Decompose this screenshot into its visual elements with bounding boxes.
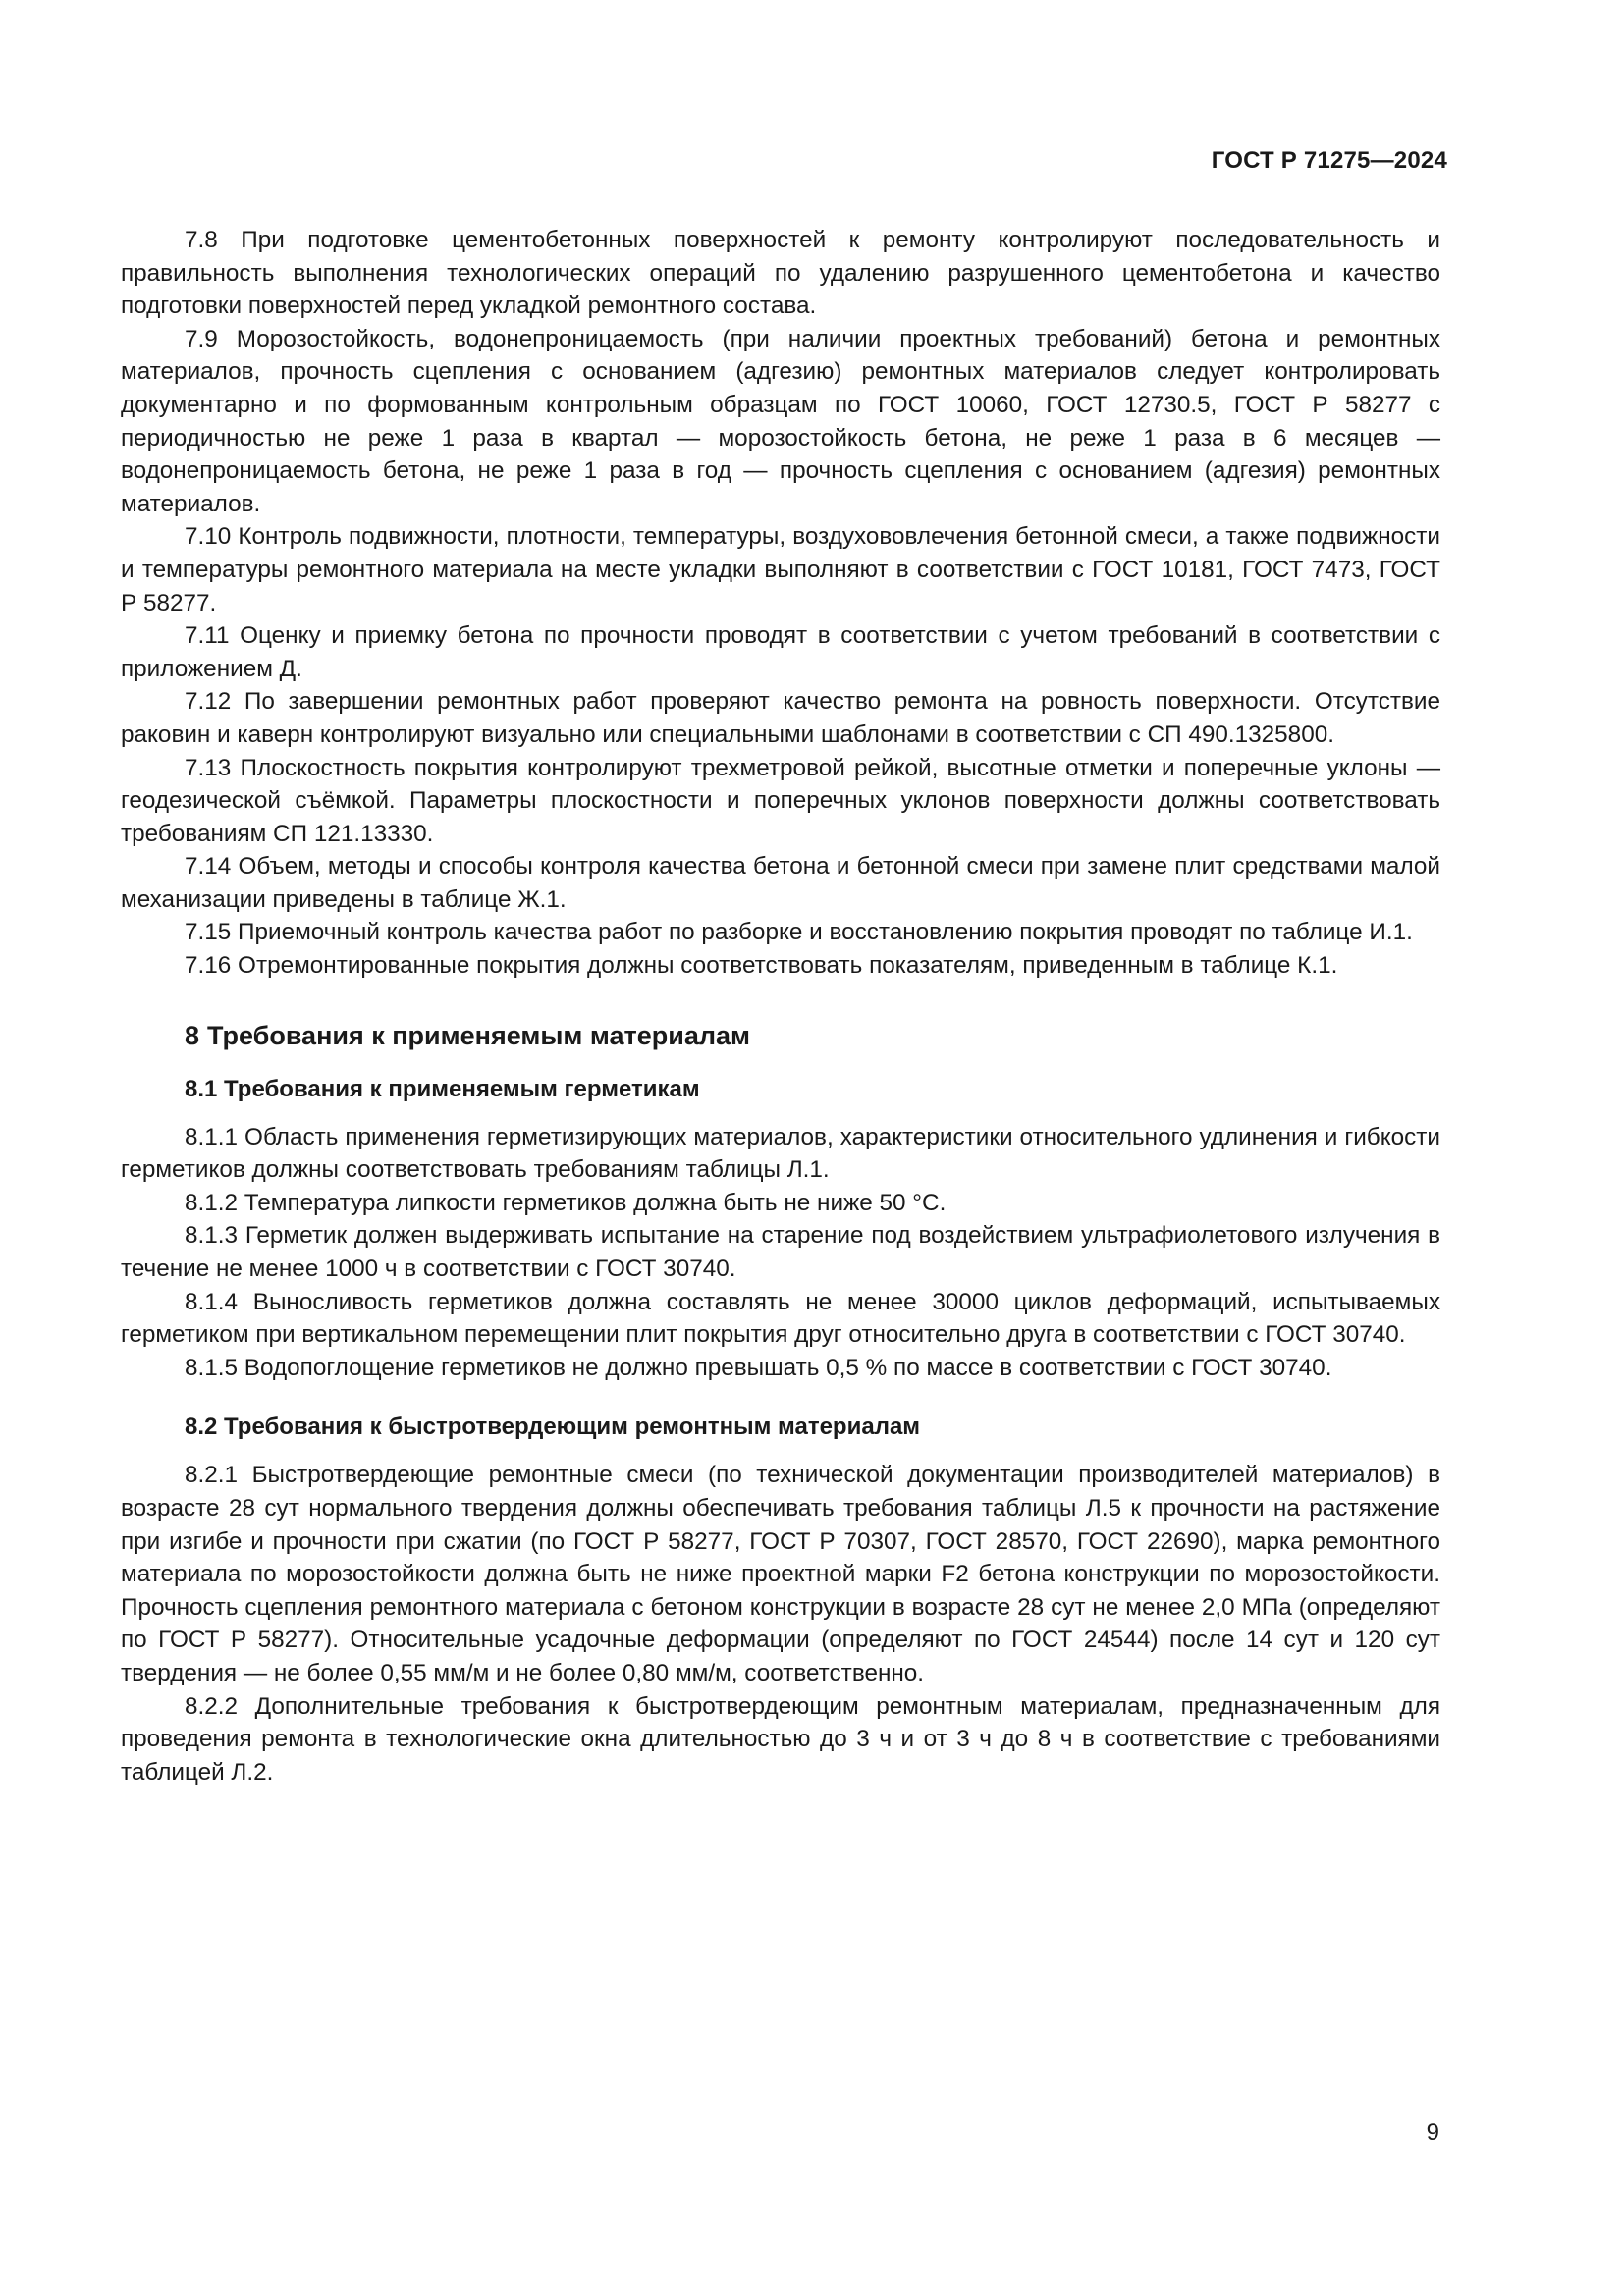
paragraph-7-9: 7.9 Морозостойкость, водонепроницаемость (при наличии проектных требований) бетона и ремонтных материалов, прочность сцепления с основанием (адгезию) ремонтных материалов следует контролировать документарно и по формованным контрольным образцам по ГОСТ 10060, ГОСТ 12730.5, ГОСТ Р 58277 с периодичностью не реже 1 раза в квартал — морозостойкость бетона, не реже 1 раза в 6 месяцев — водонепроницаемость бетона, не реже 1 раза в год — прочность сцепления с основанием (адгезия) ремонтных материалов. (121, 325, 1440, 517)
paragraph-8-1-4: 8.1.4 Выносливость герметиков должна составлять не менее 30000 циклов деформаций, испытываемых герметиком при вертикальном перемещении плит покрытия друг относительно друга в соответствии с ГОСТ 30740. (121, 1288, 1440, 1349)
paragraph-8-1-1: 8.1.1 Область применения герметизирующих материалов, характеристики относительного удлинения и гибкости герметиков должны соответствовать требованиям таблицы Л.1. (121, 1123, 1440, 1184)
paragraph-7-14: 7.14 Объем, методы и способы контроля качества бетона и бетонной смеси при замене плит средствами малой механизации приведены в таблице Ж.1. (121, 853, 1440, 913)
section-8-title: Требования к применяемым материалам (207, 1020, 750, 1050)
paragraph-7-11: 7.11 Оценку и приемку бетона по прочности проводят в соответствии с учетом требований в соответствии с приложением Д. (121, 622, 1440, 682)
page-number: 9 (1426, 2119, 1439, 2146)
paragraph-8-2-2: 8.2.2 Дополнительные требования к быстротвердеющим ремонтным материалам, предназначенным для проведения ремонта в технологические окна длительностью до 3 ч и от 3 ч до 8 ч в соответствие с требованиями таблицей Л.2. (121, 1692, 1440, 1786)
document-code: ГОСТ Р 71275—2024 (1211, 147, 1447, 174)
paragraph-7-15: 7.15 Приемочный контроль качества работ по разборке и восстановлению покрытия проводят по таблице И.1. (185, 919, 1413, 946)
section-8-heading (121, 1016, 1440, 1055)
paragraph-8-1-3: 8.1.3 Герметик должен выдерживать испытание на старение под воздействием ультрафиолетового излучения в течение не менее 1000 ч в соответствии с ГОСТ 30740. (121, 1222, 1440, 1283)
paragraph-7-16: 7.16 Отремонтированные покрытия должны соответствовать показателям, приведенным в таблице К.1. (185, 952, 1338, 980)
paragraph-7-13: 7.13 Плоскостность покрытия контролируют трехметровой рейкой, высотные отметки и поперечные уклоны — геодезической съёмкой. Параметры плоскостности и поперечных уклонов поверхности должны соответствовать требованиям СП 121.13330. (121, 754, 1440, 847)
section-8-number: 8 (185, 1020, 200, 1050)
subsection-8-2-heading: 8.2 Требования к быстротвердеющим ремонтным материалам (185, 1414, 921, 1441)
subsection-8-1-heading: 8.1 Требования к применяемым герметикам (185, 1075, 700, 1102)
paragraph-7-10: 7.10 Контроль подвижности, плотности, температуры, воздухововлечения бетонной смеси, а также подвижности и температуры ремонтного материала на месте укладки выполняют в соответствии с ГОСТ 10181, ГОСТ 7473, ГОСТ Р 58277. (121, 523, 1440, 616)
paragraph-8-2-1: 8.2.1 Быстротвердеющие ремонтные смеси (по технической документации производителей материалов) в возрасте 28 сут нормального твердения должны обеспечивать требования таблицы Л.5 к прочности на растяжение при изгибе и прочности при сжатии (по ГОСТ Р 58277, ГОСТ Р 70307, ГОСТ 28570, ГОСТ 22690), марка ремонтного материала по морозостойкости должна быть не ниже проектной марки F2 бетона конструкции по морозостойкости. Прочность сцепления ремонтного материала с бетоном конструкции в возрасте 28 сут не менее 2,0 МПа (определяют по ГОСТ Р 58277). Относительные усадочные деформации (определяют по ГОСТ 24544) после 14 сут и 120 сут твердения — не более 0,55 мм/м и не более 0,80 мм/м, соответственно. (121, 1462, 1440, 1686)
paragraph-8-1-2: 8.1.2 Температура липкости герметиков должна быть не ниже 50 °С. (185, 1189, 947, 1216)
paragraph-7-12: 7.12 По завершении ремонтных работ проверяют качество ремонта на ровность поверхности. Отсутствие раковин и каверн контролируют визуально или специальными шаблонами в соответствии с СП 490.1325800. (121, 688, 1440, 748)
page-content (121, 224, 1440, 1789)
paragraph-7-8: 7.8 При подготовке цементобетонных поверхностей к ремонту контролируют последовательность и правильность выполнения технологических операций по удалению разрушенного цементобетона и качество подготовки поверхностей перед укладкой ремонтного состава. (121, 227, 1440, 320)
paragraph-8-1-5: 8.1.5 Водопоглощение герметиков не должно превышать 0,5 % по массе в соответствии с ГОСТ 30740. (185, 1354, 1332, 1381)
